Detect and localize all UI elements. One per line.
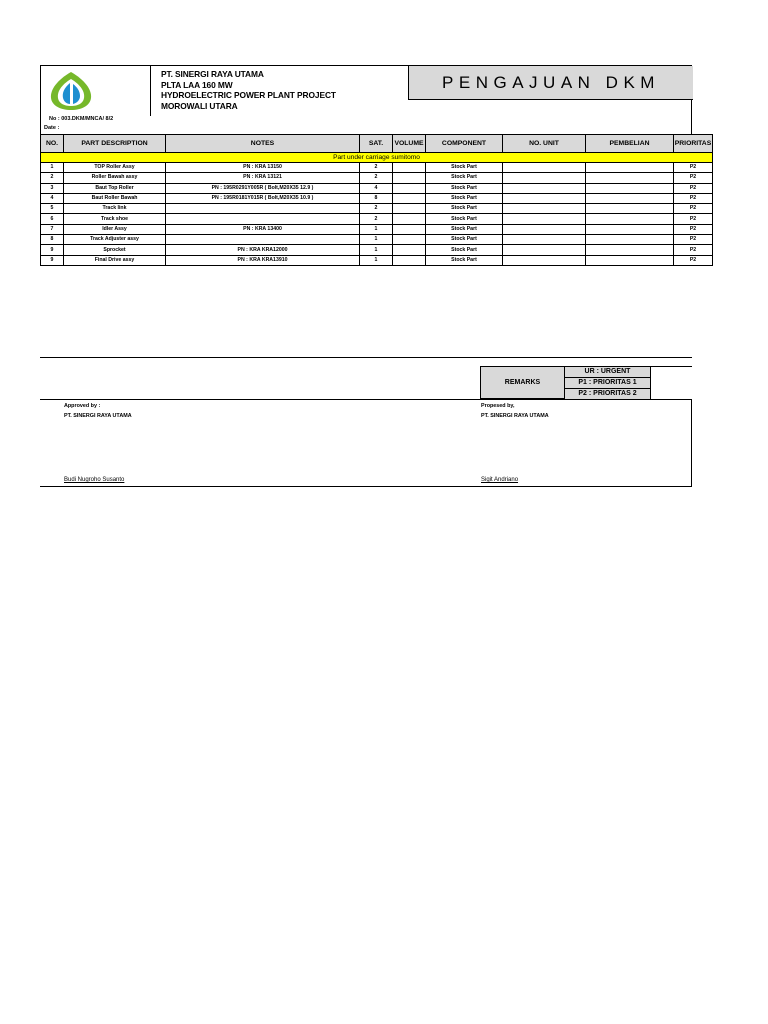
cell-sat: 1	[360, 224, 393, 234]
cell-pembelian	[586, 255, 674, 265]
cell-sat: 1	[360, 255, 393, 265]
cell-component: Stock Part	[426, 224, 503, 234]
table-row	[41, 224, 713, 234]
company-logo-icon	[47, 70, 95, 112]
cell-component: Stock Part	[426, 255, 503, 265]
cell-prioritas: P2	[674, 224, 713, 234]
company-info	[161, 69, 336, 111]
project-type: HYDROELECTRIC POWER PLANT PROJECT	[161, 90, 336, 101]
col-sat: SAT.	[360, 135, 393, 153]
cell-volume	[393, 245, 426, 255]
cell-component: Stock Part	[426, 245, 503, 255]
section-row	[41, 153, 713, 163]
approved-label: Approved by :	[64, 403, 101, 409]
cell-prioritas: P2	[674, 163, 713, 173]
cell-pembelian	[586, 235, 674, 245]
legend-prioritas-2: P2 : PRIORITAS 2	[565, 388, 651, 400]
cell-part-description: Track link	[64, 204, 166, 214]
cell-volume	[393, 193, 426, 203]
cell-no: 9	[41, 245, 64, 255]
title-box	[408, 66, 693, 100]
proposed-label: Propesed by,	[481, 403, 515, 409]
table-header-row	[41, 135, 713, 153]
col-component: COMPONENT	[426, 135, 503, 153]
cell-volume	[393, 204, 426, 214]
cell-component: Stock Part	[426, 204, 503, 214]
cell-part-description: Roller Bawah assy	[64, 173, 166, 183]
table-row	[41, 183, 713, 193]
logo-box	[41, 66, 151, 116]
parts-table	[40, 134, 713, 266]
cell-part-description: Idler Assy	[64, 224, 166, 234]
cell-volume	[393, 224, 426, 234]
cell-notes: PN : 195R0181Y015R ( Bolt,M20X35 10.9 )	[166, 193, 360, 203]
cell-no: 2	[41, 173, 64, 183]
cell-part-description: Baut Roller Bawah	[64, 193, 166, 203]
col-pembelian: PEMBELIAN	[586, 135, 674, 153]
cell-no-unit	[503, 193, 586, 203]
cell-prioritas: P2	[674, 235, 713, 245]
col-no: NO.	[41, 135, 64, 153]
approved-company: PT. SINERGI RAYA UTAMA	[64, 413, 132, 419]
cell-pembelian	[586, 173, 674, 183]
company-name: PT. SINERGI RAYA UTAMA	[161, 69, 264, 79]
cell-part-description: Sprocket	[64, 245, 166, 255]
table-row	[41, 204, 713, 214]
cell-sat: 2	[360, 173, 393, 183]
cell-prioritas: P2	[674, 245, 713, 255]
priority-legend	[565, 366, 651, 400]
cell-pembelian	[586, 193, 674, 203]
col-part-description: PART DESCRIPTION	[64, 135, 166, 153]
cell-sat: 2	[360, 204, 393, 214]
cell-sat: 8	[360, 193, 393, 203]
cell-notes	[166, 214, 360, 224]
remarks-area	[40, 357, 692, 487]
cell-part-description: TOP Roller Assy	[64, 163, 166, 173]
cell-component: Stock Part	[426, 183, 503, 193]
cell-part-description: Track Adjuster assy	[64, 235, 166, 245]
cell-volume	[393, 163, 426, 173]
cell-prioritas: P2	[674, 193, 713, 203]
cell-prioritas: P2	[674, 255, 713, 265]
cell-component: Stock Part	[426, 163, 503, 173]
remarks-label: REMARKS	[480, 366, 565, 399]
cell-no: 3	[41, 183, 64, 193]
cell-no: 7	[41, 224, 64, 234]
cell-volume	[393, 235, 426, 245]
cell-component: Stock Part	[426, 193, 503, 203]
cell-notes: PN : KRA 13150	[166, 163, 360, 173]
cell-pembelian	[586, 214, 674, 224]
cell-component: Stock Part	[426, 173, 503, 183]
cell-pembelian	[586, 183, 674, 193]
cell-prioritas: P2	[674, 183, 713, 193]
project-location: MOROWALI UTARA	[161, 100, 238, 111]
cell-no-unit	[503, 224, 586, 234]
document-meta	[40, 115, 692, 134]
table-row	[41, 193, 713, 203]
cell-notes: PN : KRA 13121	[166, 173, 360, 183]
col-notes: NOTES	[166, 135, 360, 153]
table-row	[41, 214, 713, 224]
table-row	[41, 235, 713, 245]
cell-no: 4	[41, 193, 64, 203]
section-title: Part under carriage sumitomo	[41, 153, 713, 163]
col-prioritas: PRIORITAS	[674, 135, 713, 153]
cell-notes	[166, 235, 360, 245]
project-plant: PLTA LAA 160 MW	[161, 79, 233, 90]
col-volume: VOLUME	[393, 135, 426, 153]
date-label: Date :	[44, 125, 60, 131]
cell-part-description: Baut Top Roller	[64, 183, 166, 193]
cell-no-unit	[503, 235, 586, 245]
proposed-name: Sigit Andriano	[481, 477, 519, 483]
table-row	[41, 245, 713, 255]
cell-prioritas: P2	[674, 204, 713, 214]
cell-prioritas: P2	[674, 173, 713, 183]
table-row	[41, 255, 713, 265]
legend-urgent: UR : URGENT	[565, 366, 651, 378]
cell-volume	[393, 183, 426, 193]
cell-pembelian	[586, 224, 674, 234]
document-header	[40, 65, 692, 115]
cell-sat: 1	[360, 245, 393, 255]
cell-volume	[393, 214, 426, 224]
cell-sat: 4	[360, 183, 393, 193]
cell-no-unit	[503, 214, 586, 224]
cell-no-unit	[503, 204, 586, 214]
divider	[40, 357, 692, 358]
cell-no: 9	[41, 255, 64, 265]
cell-notes	[166, 204, 360, 214]
cell-sat: 2	[360, 214, 393, 224]
cell-no: 8	[41, 235, 64, 245]
cell-prioritas: P2	[674, 214, 713, 224]
legend-prioritas-1: P1 : PRIORITAS 1	[565, 377, 651, 389]
cell-no: 1	[41, 163, 64, 173]
table-row	[41, 173, 713, 183]
document-title: PENGAJUAN DKM	[442, 72, 660, 92]
cell-no-unit	[503, 173, 586, 183]
cell-notes: PN : 195R0291Y005R ( Bolt,M20X35 12.9 )	[166, 183, 360, 193]
cell-part-description: Final Drive assy	[64, 255, 166, 265]
cell-volume	[393, 173, 426, 183]
cell-sat: 2	[360, 163, 393, 173]
cell-no: 6	[41, 214, 64, 224]
cell-notes: PN : KRA KRA12000	[166, 245, 360, 255]
cell-pembelian	[586, 163, 674, 173]
cell-no-unit	[503, 255, 586, 265]
cell-volume	[393, 255, 426, 265]
cell-no-unit	[503, 163, 586, 173]
cell-part-description: Track shoe	[64, 214, 166, 224]
cell-no-unit	[503, 183, 586, 193]
cell-notes: PN : KRA KRA13910	[166, 255, 360, 265]
approved-name: Budi Nugroho Susanto	[64, 477, 125, 483]
cell-no-unit	[503, 245, 586, 255]
document-number: No : 003.DKM/MNCA/ 8/2	[49, 116, 114, 122]
col-no-unit: NO. UNIT	[503, 135, 586, 153]
cell-notes: PN : KRA 13400	[166, 224, 360, 234]
proposed-company: PT. SINERGI RAYA UTAMA	[481, 413, 549, 419]
cell-pembelian	[586, 245, 674, 255]
table-row	[41, 163, 713, 173]
signature-box	[40, 399, 692, 487]
dkm-sheet	[40, 65, 712, 266]
cell-sat: 1	[360, 235, 393, 245]
cell-component: Stock Part	[426, 214, 503, 224]
cell-pembelian	[586, 204, 674, 214]
cell-no: 5	[41, 204, 64, 214]
cell-component: Stock Part	[426, 235, 503, 245]
